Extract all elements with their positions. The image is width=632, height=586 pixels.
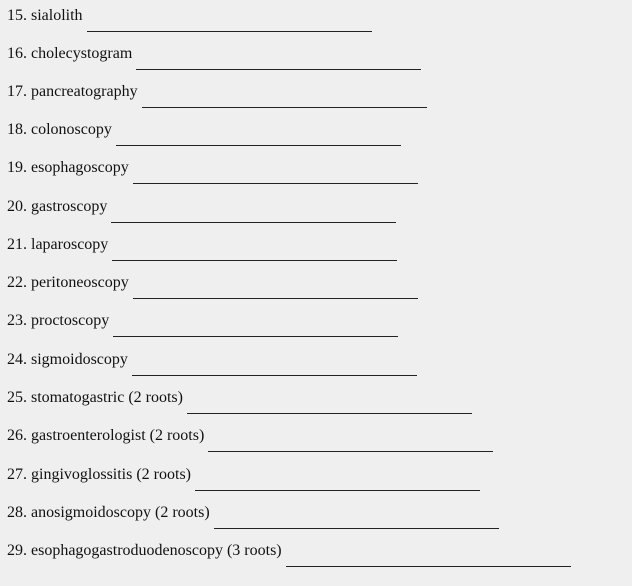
list-item — [7, 235, 397, 255]
item-label: 19. esophagoscopy — [7, 159, 129, 176]
list-item — [7, 350, 417, 370]
answer-line[interactable] — [214, 528, 499, 529]
answer-line[interactable] — [116, 145, 401, 146]
answer-line[interactable] — [111, 222, 396, 223]
answer-line[interactable] — [87, 31, 372, 32]
answer-line[interactable] — [133, 183, 418, 184]
list-item — [7, 503, 499, 523]
item-label: 29. esophagogastroduodenoscopy (3 roots) — [7, 542, 282, 559]
item-label: 20. gastroscopy — [7, 198, 108, 215]
list-item — [7, 273, 418, 293]
list-item — [7, 311, 398, 331]
item-label: 16. cholecystogram — [7, 45, 133, 62]
item-label: 25. stomatogastric (2 roots) — [7, 389, 183, 406]
answer-line[interactable] — [195, 490, 480, 491]
list-item — [7, 120, 401, 140]
list-item — [7, 44, 421, 64]
list-item — [7, 197, 396, 217]
list-item — [7, 388, 472, 408]
item-label: 18. colonoscopy — [7, 121, 112, 138]
item-label: 22. peritoneoscopy — [7, 274, 129, 291]
item-label: 28. anosigmoidoscopy (2 roots) — [7, 504, 210, 521]
list-item — [7, 541, 571, 561]
list-item — [7, 6, 372, 26]
list-item — [7, 158, 418, 178]
item-label: 15. sialolith — [7, 7, 83, 24]
answer-line[interactable] — [112, 260, 397, 261]
answer-line[interactable] — [136, 69, 421, 70]
item-label: 27. gingivoglossitis (2 roots) — [7, 466, 192, 483]
answer-line[interactable] — [132, 375, 417, 376]
item-label: 26. gastroenterologist (2 roots) — [7, 427, 205, 444]
list-item — [7, 465, 480, 485]
answer-line[interactable] — [133, 298, 418, 299]
answer-line[interactable] — [113, 336, 398, 337]
item-label: 17. pancreatography — [7, 83, 138, 100]
item-label: 23. proctoscopy — [7, 312, 110, 329]
answer-line[interactable] — [187, 413, 472, 414]
answer-line[interactable] — [208, 451, 493, 452]
item-label: 21. laparoscopy — [7, 236, 109, 253]
answer-line[interactable] — [142, 107, 427, 108]
list-item — [7, 82, 427, 102]
answer-line[interactable] — [286, 566, 571, 567]
list-item — [7, 426, 493, 446]
item-label: 24. sigmoidoscopy — [7, 351, 128, 368]
